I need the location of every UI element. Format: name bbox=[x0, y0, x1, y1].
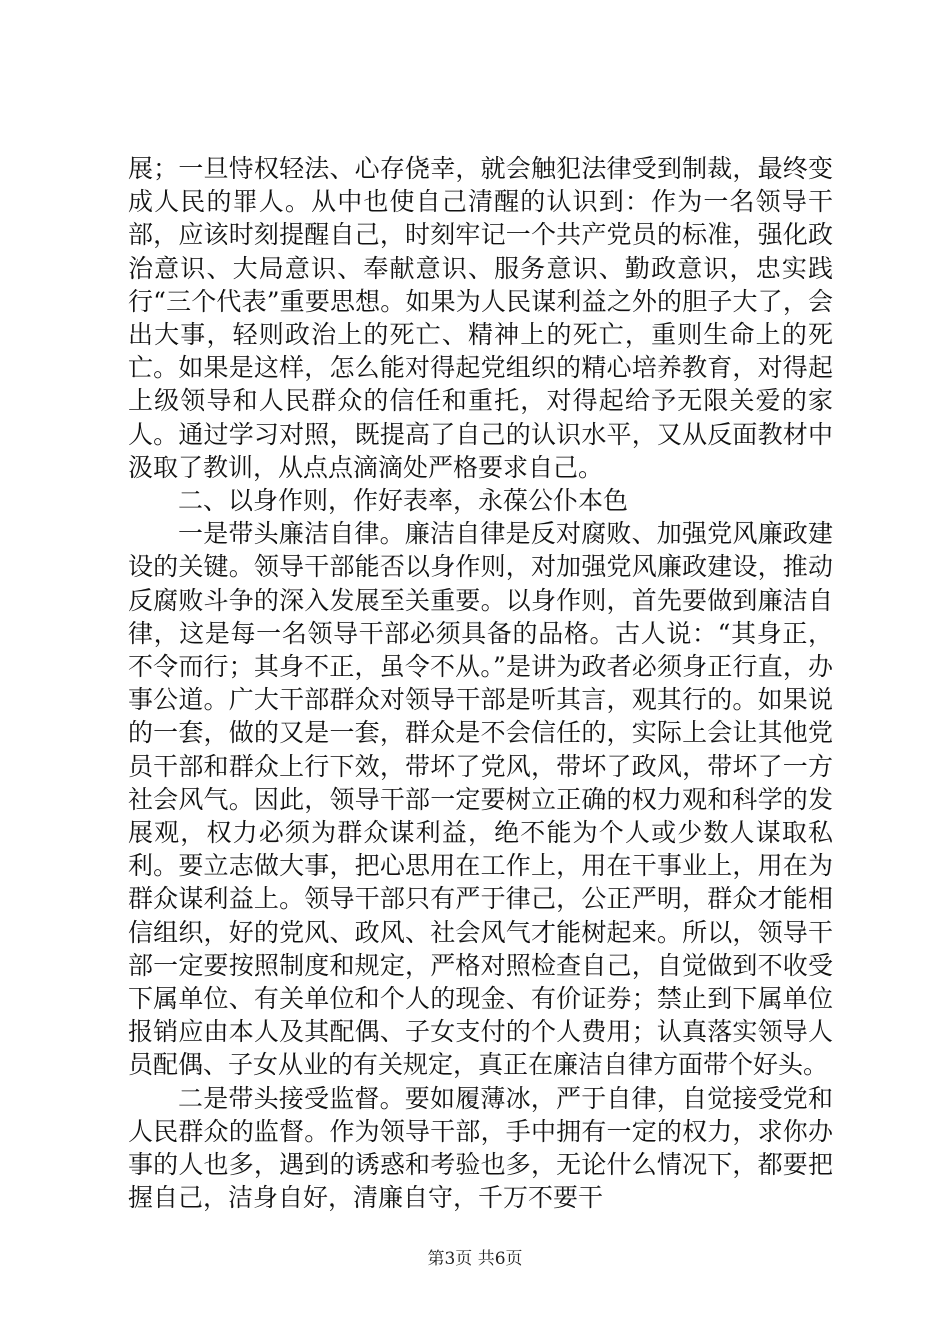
paragraph-supervision: 二是带头接受监督。要如履薄冰，严于自律，自觉接受党和人民群众的监督。作为领导干部，手中拥有一定的权力，求你办事的人也多，遇到的诱惑和考验也多，无论什么情况下，都要把握自己，洁身自好，清廉自守，千万不要干 bbox=[128, 1083, 833, 1213]
document-body bbox=[128, 152, 833, 1215]
section-heading: 二、以身作则，作好表率，永葆公仆本色 bbox=[178, 486, 629, 516]
paragraph-self-discipline: 一是带头廉洁自律。廉洁自律是反对腐败、加强党风廉政建设的关键。领导干部能否以身作则，对加强党风廉政建设，推动反腐败斗争的深入发展至关重要。以身作则，首先要做到廉洁自律，这是每一名领导干部必须具备的品格。古人说：“其身正，不令而行；其身不正，虽令不从。”是讲为政者必须身正行直，办事公道。广大干部群众对领导干部是听其言，观其行的。如果说的一套，做的又是一套，群众是不会信任的，实际上会让其他党员干部和群众上行下效，带坏了党风，带坏了政风，带坏了一方社会风气。因此，领导干部一定要树立正确的权力观和科学的发展观，权力必须为群众谋利益，绝不能为个人或少数人谋取私利。要立志做大事，把心思用在工作上，用在干事业上，用在为群众谋利益上。领导干部只有严于律己，公正严明，群众才能相信组织，好的党风、政风、社会风气才能树起来。所以，领导干部一定要按照制度和规定，严格对照检查自己，自觉做到不收受下属单位、有关单位和个人的现金、有价证券；禁止到下属单位报销应由本人及其配偶、子女支付的个人费用；认真落实领导人员配偶、子女从业的有关规定，真正在廉洁自律方面带个好头。 bbox=[128, 519, 833, 1080]
paragraph-continuation: 展；一旦恃权轻法、心存侥幸，就会触犯法律受到制裁，最终变成人民的罪人。从中也使自己清醒的认识到：作为一名领导干部，应该时刻提醒自己，时刻牢记一个共产党员的标准，强化政治意识、大局意识、奉献意识、服务意识、勤政意识，忠实践行“三个代表”重要思想。如果为人民谋利益之外的胆子大了，会出大事，轻则政治上的死亡、精神上的死亡，重则生命上的死亡。如果是这样，怎么能对得起党组织的精心培养教育，对得起上级领导和人民群众的信任和重托，对得起给予无限关爱的家人。通过学习对照，既提高了自己的认识水平，又从反面教材中汲取了教训，从点点滴滴处严格要求自己。 bbox=[128, 154, 833, 482]
page-footer: 第3页 共6页 bbox=[427, 1249, 523, 1269]
